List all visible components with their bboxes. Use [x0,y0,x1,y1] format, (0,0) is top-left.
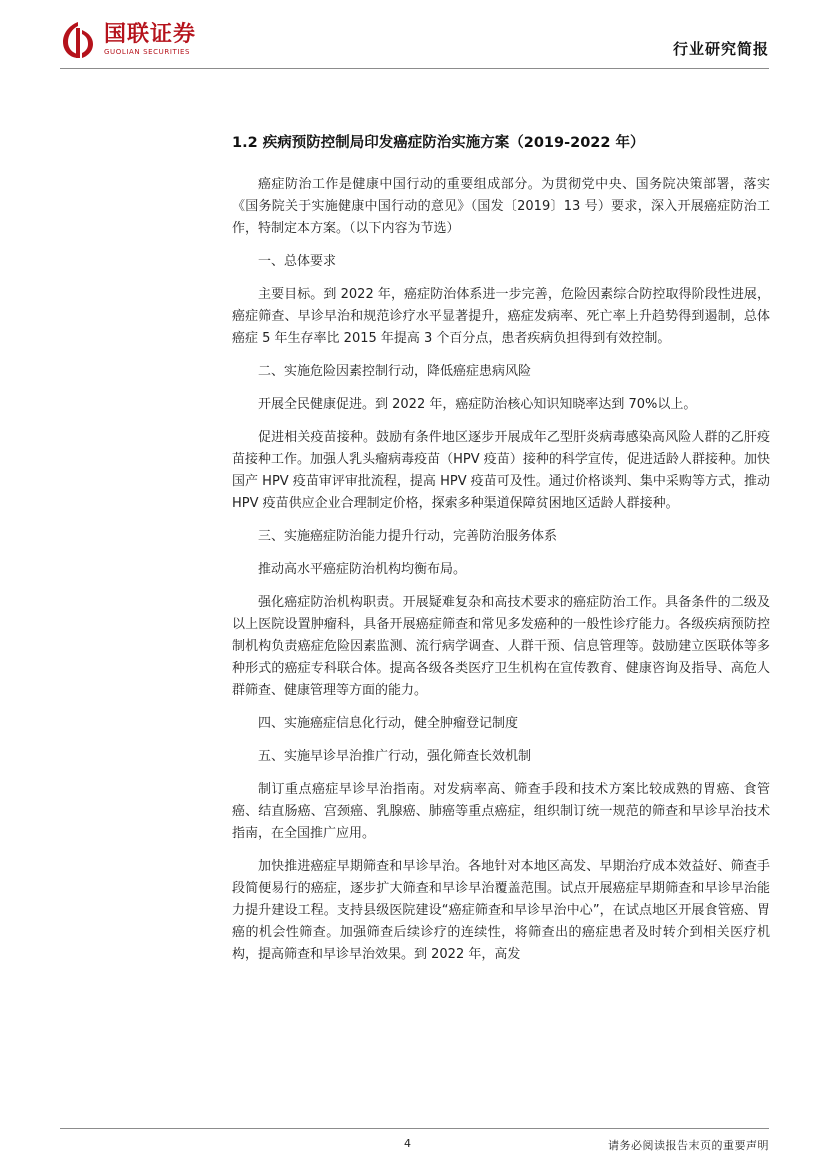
company-logo [60,18,196,62]
paragraph: 强化癌症防治机构职责。开展疑难复杂和高技术要求的癌症防治工作。具备条件的二级及以上医院设置肿瘤科，具备开展癌症筛查和常见多发癌种的一般性诊疗能力。各级疾病预防控制机构负责癌症危险因素监测、流行病学调查、人群干预、信息管理等。鼓励建立医联体等多种形式的癌症专科联合体。提高各级各类医疗卫生机构在宣传教育、健康咨询及指导、高危人群筛查、健康管理等方面的能力。 [232,595,770,698]
paragraph: 癌症防治工作是健康中国行动的重要组成部分。为贯彻党中央、国务院决策部署，落实《国务院关于实施健康中国行动的意见》（国发〔2019〕13 号）要求，深入开展癌症防治工作，特制定本方案。（以下内容为节选） [232,177,770,236]
section-title: 1.2 疾病预防控制局印发癌症防治实施方案（2019-2022 年） [232,135,645,151]
paragraph: 推动高水平癌症防治机构均衡布局。 [258,562,467,577]
page-number: 4 [404,1137,411,1150]
subheading: 二、实施危险因素控制行动，降低癌症患病风险 [258,364,532,379]
paragraph: 促进相关疫苗接种。鼓励有条件地区逐步开展成年乙型肝炎病毒感染高风险人群的乙肝疫苗接种工作。加强人乳头瘤病毒疫苗（HPV 疫苗）接种的科学宣传，促进适龄人群接种。加快国产 HPV 疫苗审评审批流程，提高 HPV 疫苗可及性。通过价格谈判、集中采购等方式，推动 HPV 疫苗供应企业合理制定价格，探索多种渠道保障贫困地区适龄人群接种。 [232,430,770,511]
footer-disclaimer: 请务必阅读报告末页的重要声明 [608,1139,769,1152]
subheading: 四、实施癌症信息化行动，健全肿瘤登记制度 [258,716,519,731]
subheading: 五、实施早诊早治推广行动，强化筛查长效机制 [258,749,532,764]
logo-chinese-name: 国联证券 [104,22,197,47]
paragraph: 制订重点癌症早诊早治指南。对发病率高、筛查手段和技术方案比较成熟的胃癌、食管癌、结直肠癌、宫颈癌、乳腺癌、肺癌等重点癌症，组织制订统一规范的筛查和早诊早治技术指南，在全国推广应用。 [232,782,770,841]
header-divider [60,68,769,69]
page-header [0,0,827,80]
subheading: 三、实施癌症防治能力提升行动，完善防治服务体系 [258,529,558,544]
logo-english-name: GUOLIAN SECURITIES [104,48,191,56]
paragraph: 主要目标。到 2022 年，癌症防治体系进一步完善，危险因素综合防控取得阶段性进展，癌症筛查、早诊早治和规范诊疗水平显著提升，癌症发病率、死亡率上升趋势得到遏制，总体癌症 5 年生存率比 2015 年提高 3 个百分点，患者疾病负担得到有效控制。 [232,287,770,346]
report-type-label: 行业研究简报 [672,40,769,58]
paragraph: 开展全民健康促进。到 2022 年，癌症防治核心知识知晓率达到 70%以上。 [258,397,697,412]
footer-divider [60,1128,769,1129]
report-body [232,133,770,977]
guolian-logo-icon [60,20,96,60]
paragraph: 加快推进癌症早期筛查和早诊早治。各地针对本地区高发、早期治疗成本效益好、筛查手段简便易行的癌症，逐步扩大筛查和早诊早治覆盖范围。试点开展癌症早期筛查和早诊早治能力提升建设工程。支持县级医院建设“癌症筛查和早诊早治中心”，在试点地区开展食管癌、胃癌的机会性筛查。加强筛查后续诊疗的连续性，将筛查出的癌症患者及时转介到相关医疗机构，提高筛查和早诊早治效果。到 2022 年，高发 [232,859,770,962]
subheading: 一、总体要求 [258,254,337,269]
